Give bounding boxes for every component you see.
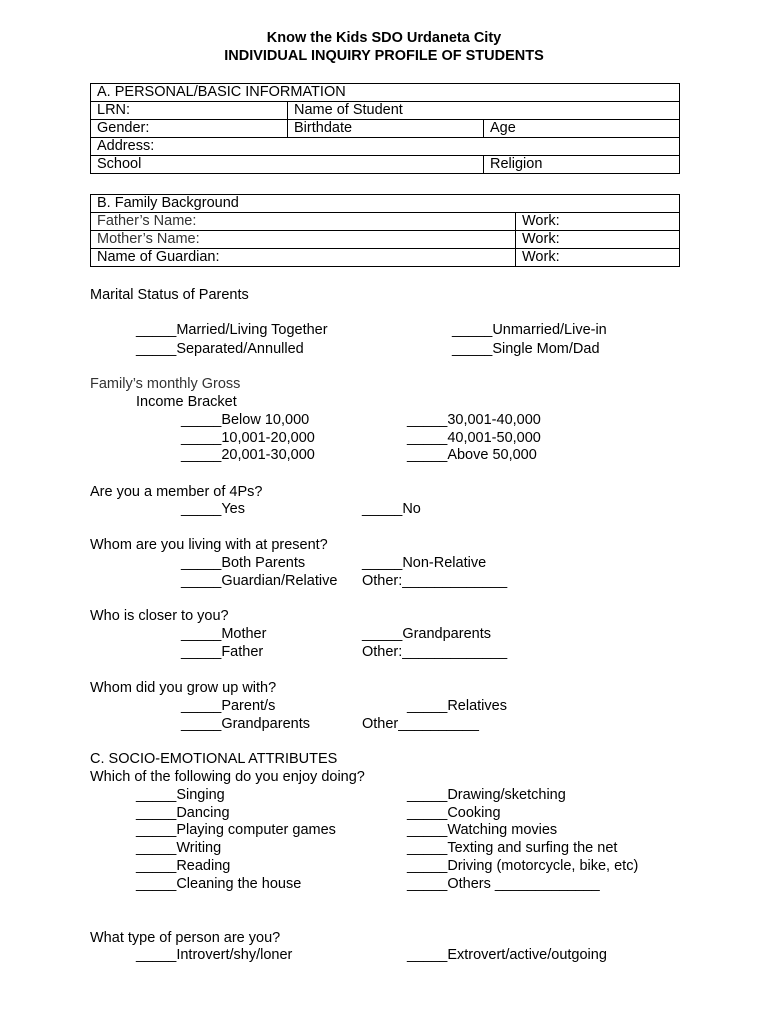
fourps-option-no[interactable]: _____No [362,501,421,517]
activity-option[interactable]: _____Playing computer games [136,822,336,838]
religion-field[interactable]: Religion [484,156,680,174]
income-option-above-50k[interactable]: _____Above 50,000 [407,447,537,463]
personal-info-table [90,83,680,174]
gender-field[interactable]: Gender: [91,120,288,138]
activity-option[interactable]: _____Drawing/sketching [407,787,566,803]
activity-option[interactable]: _____Singing [136,787,225,803]
activity-option[interactable]: _____Dancing [136,805,230,821]
grewup-option-relatives[interactable]: _____Relatives [407,698,507,714]
fourps-question: Are you a member of 4Ps? [90,484,263,500]
address-field[interactable]: Address: [91,138,680,156]
person-type-extrovert[interactable]: _____Extrovert/active/outgoing [407,947,607,963]
living-option-both-parents[interactable]: _____Both Parents [181,555,306,571]
grewup-option-parents[interactable]: _____Parent/s [181,698,276,714]
person-type-introvert[interactable]: _____Introvert/shy/loner [136,947,293,963]
grewup-question: Whom did you grow up with? [90,680,277,696]
marital-option-separated[interactable]: _____Separated/Annulled [136,341,304,357]
living-option-other[interactable]: Other:_____________ [362,573,508,589]
income-option-20k-30k[interactable]: _____20,001-30,000 [181,447,315,463]
fourps-option-yes[interactable]: _____Yes [181,501,245,517]
person-type-question: What type of person are you? [90,930,281,946]
income-option-10k-20k[interactable]: _____10,001-20,000 [181,430,315,446]
activity-option[interactable]: _____Watching movies [407,822,558,838]
student-name-field[interactable]: Name of Student [288,102,680,120]
activity-option[interactable]: _____Writing [136,840,222,856]
section-b-heading: B. Family Background [91,195,680,213]
living-option-guardian[interactable]: _____Guardian/Relative [181,573,338,589]
income-option-30k-40k[interactable]: _____30,001-40,000 [407,412,541,428]
income-option-below-10k[interactable]: _____Below 10,000 [181,412,310,428]
activities-question: Which of the following do you enjoy doing? [90,769,365,785]
marital-option-single-parent[interactable]: _____Single Mom/Dad [452,341,600,357]
marital-option-unmarried[interactable]: _____Unmarried/Live-in [452,322,607,338]
mother-work-field[interactable]: Work: [516,231,680,249]
closer-option-father[interactable]: _____Father [181,644,264,660]
grewup-option-grandparents[interactable]: _____Grandparents [181,716,310,732]
guardian-name-field[interactable]: Name of Guardian: [91,249,516,267]
section-c-heading: C. SOCIO-EMOTIONAL ATTRIBUTES [90,751,338,767]
mother-name-field[interactable]: Mother’s Name: [91,231,516,249]
section-a-heading: A. PERSONAL/BASIC INFORMATION [91,84,680,102]
school-field[interactable]: School [91,156,484,174]
closer-question: Who is closer to you? [90,608,229,624]
marital-option-married[interactable]: _____Married/Living Together [136,322,328,338]
activity-option[interactable]: _____Cooking [407,805,501,821]
activity-option[interactable]: _____Cleaning the house [136,876,302,892]
activity-option[interactable]: _____Texting and surfing the net [407,840,618,856]
guardian-work-field[interactable]: Work: [516,249,680,267]
activity-option[interactable]: _____Others _____________ [407,876,600,892]
activity-option[interactable]: _____Driving (motorcycle, bike, etc) [407,858,639,874]
income-option-40k-50k[interactable]: _____40,001-50,000 [407,430,541,446]
closer-option-grandparents[interactable]: _____Grandparents [362,626,491,642]
birthdate-field[interactable]: Birthdate [288,120,484,138]
income-question: Family’s monthly Gross [90,376,241,392]
family-background-table [90,194,680,267]
document-title: Know the Kids SDO Urdaneta City [266,30,502,46]
age-field[interactable]: Age [484,120,680,138]
income-subheading: Income Bracket [136,394,237,410]
closer-option-mother[interactable]: _____Mother [181,626,267,642]
father-name-field[interactable]: Father’s Name: [91,213,516,231]
closer-option-other[interactable]: Other:_____________ [362,644,508,660]
living-option-non-relative[interactable]: _____Non-Relative [362,555,487,571]
grewup-option-other[interactable]: Other__________ [362,716,479,732]
living-question: Whom are you living with at present? [90,537,328,553]
lrn-field[interactable]: LRN: [91,102,288,120]
father-work-field[interactable]: Work: [516,213,680,231]
marital-question: Marital Status of Parents [90,287,249,303]
document-subtitle: INDIVIDUAL INQUIRY PROFILE OF STUDENTS [224,48,544,64]
activity-option[interactable]: _____Reading [136,858,231,874]
